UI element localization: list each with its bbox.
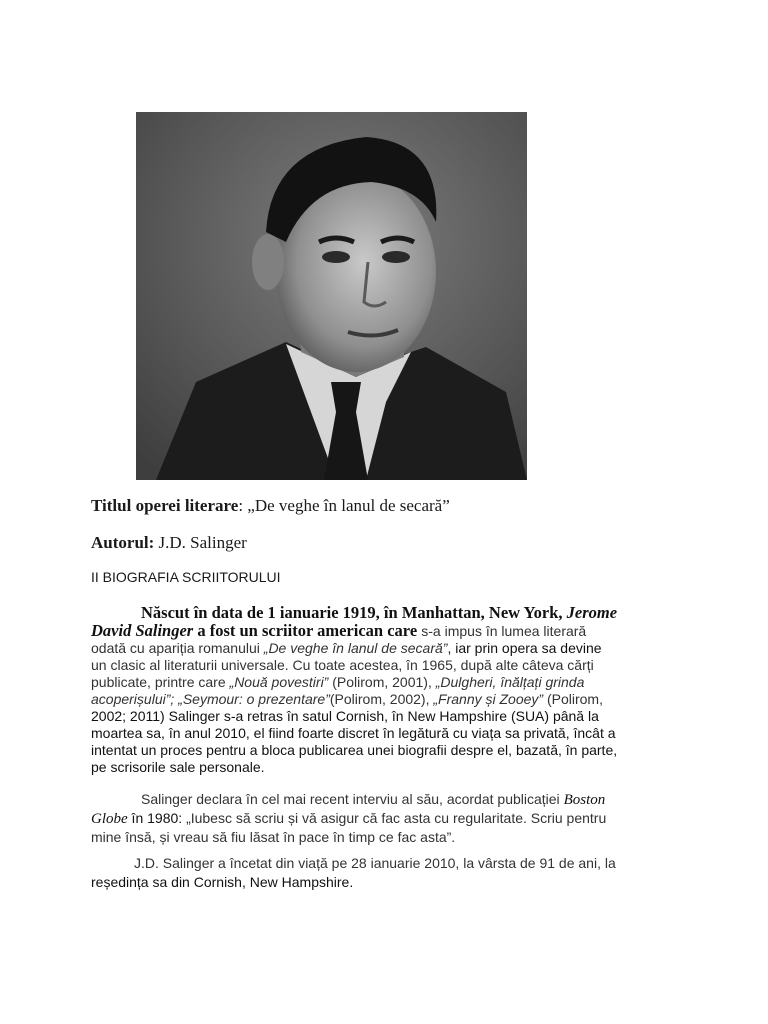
- work-title-separator: :: [238, 496, 248, 515]
- quote-text: mine însă, și vreau să fiu lăsat în pace în timp ce fac asta”.: [91, 829, 456, 845]
- bio-text: (Polirom, 2001),: [328, 674, 436, 690]
- publication-name: Boston: [563, 792, 606, 808]
- bio-author-name: David Salinger: [91, 621, 194, 640]
- death-text: J.D. Salinger a încetat din viață pe 28 ianuarie 2010, la vârsta de 91 de ani, la: [134, 855, 616, 871]
- work-title-line: [91, 496, 450, 516]
- bio-book-title: „Nouă povestiri”: [229, 674, 329, 690]
- author-value: J.D. Salinger: [154, 533, 247, 552]
- death-text: reședința sa din Cornish, New Hampshire.: [91, 874, 354, 890]
- publication-name: Globe: [91, 811, 128, 827]
- bio-text: , iar prin opera sa devine: [447, 640, 602, 656]
- bio-author-name: Jerome: [566, 603, 618, 622]
- bio-text: publicate, printre care: [91, 674, 230, 690]
- section-heading: II BIOGRAFIA SCRIITORULUI: [91, 569, 281, 585]
- bio-text: Născut în data de 1 ianuarie 1919, în Manhattan, New York,: [141, 603, 567, 622]
- bio-text: pe scrisorile sale personale.: [91, 759, 265, 775]
- bio-text: intentat un proces pentru a bloca publicarea unei biografii despre el, bazată, în parte,: [91, 742, 618, 758]
- bio-book-title: „Dulgheri, înălțați grinda: [435, 674, 585, 690]
- author-portrait-image: [136, 112, 527, 480]
- bio-book-title: acoperișului”; „Seymour: o prezentare”: [91, 691, 330, 707]
- quote-text: în 1980:: [127, 810, 187, 826]
- death-paragraph: [91, 854, 691, 892]
- bio-text: 2002; 2011) Salinger s-a retras în satul Cornish, în New Hampshire (SUA) până la: [91, 708, 599, 724]
- bio-text: a fost un scriitor american care: [193, 621, 422, 640]
- bio-text: (Polirom, 2002),: [329, 691, 434, 707]
- bio-book-title: „Franny și Zooey”: [433, 691, 544, 707]
- work-title-value: „De veghe în lanul de secară”: [247, 496, 450, 515]
- biography-paragraph: [91, 603, 681, 776]
- bio-text: un clasic al literaturii universale. Cu toate acestea, în 1965, după alte câteva cărți: [91, 657, 594, 673]
- bio-text: s-a impus în lumea literară: [421, 623, 587, 639]
- bio-text: (Polirom,: [543, 691, 603, 707]
- quote-text: „Iubesc să scriu și vă asigur că fac asta cu regularitate. Scriu pentru: [186, 810, 607, 826]
- interview-quote-paragraph: [91, 790, 691, 847]
- work-title-label: Titlul operei literare: [91, 496, 239, 515]
- quote-text: Salinger declara în cel mai recent interviu al său, acordat publicației: [141, 791, 564, 807]
- bio-novel-title: „De veghe în lanul de secară”: [263, 640, 448, 656]
- bio-text: odată cu apariția romanului: [91, 640, 264, 656]
- portrait-photo-icon: [136, 112, 527, 480]
- bio-text: moartea sa, în anul 2010, el fiind foarte discret în legătură cu viața sa privată, încât a: [91, 725, 616, 741]
- author-line: [91, 533, 247, 553]
- author-label: Autorul:: [91, 533, 155, 552]
